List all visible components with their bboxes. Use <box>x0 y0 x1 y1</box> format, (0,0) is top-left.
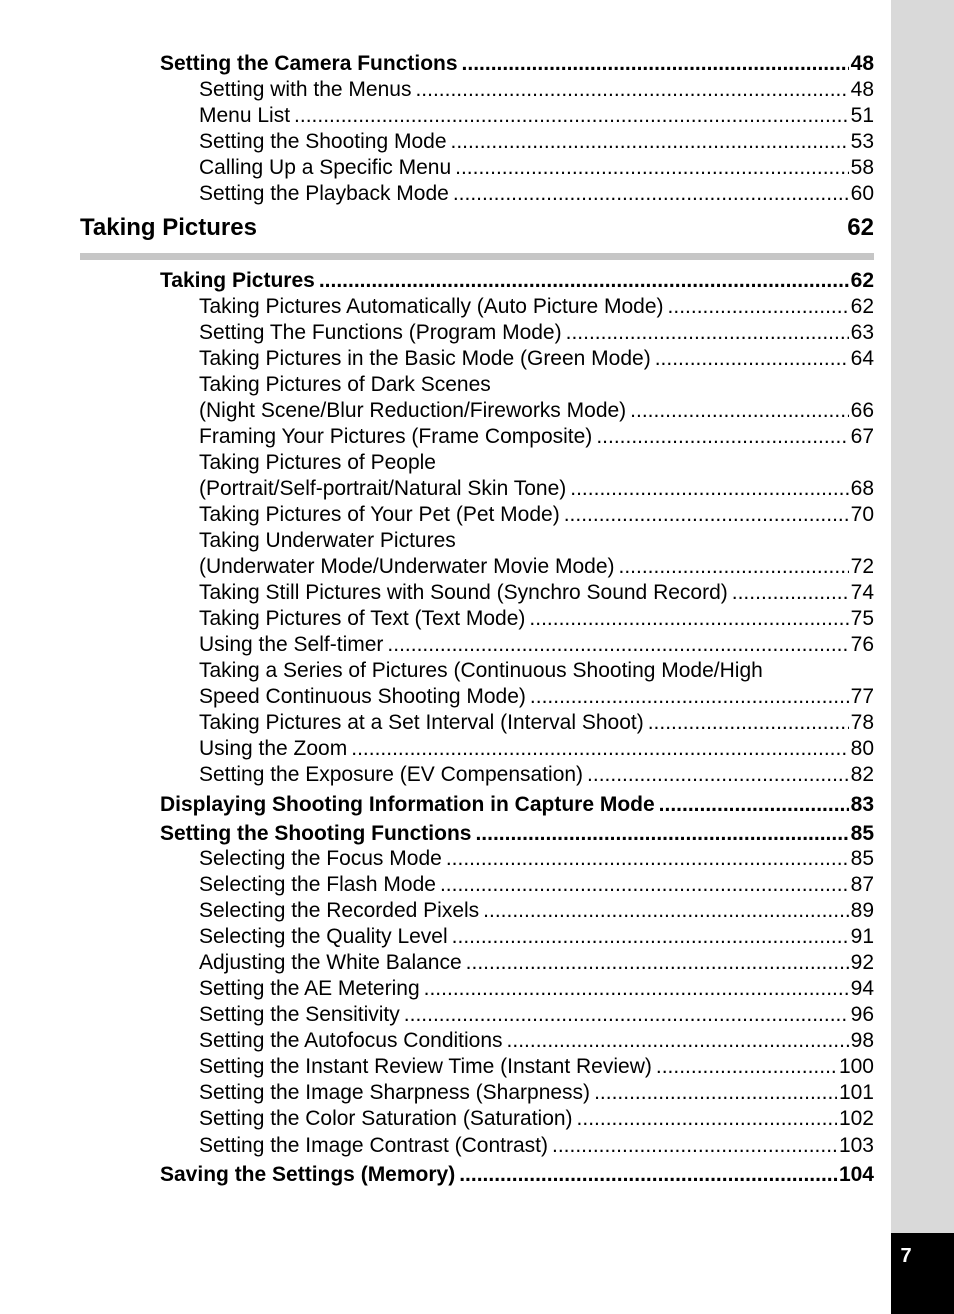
section-title: Taking Pictures <box>80 214 257 241</box>
toc-entry[interactable]: Selecting the Flash Mode ..... 87 <box>199 873 874 897</box>
toc-entry[interactable]: Setting the Instant Review Time (Instant Review) ..... 100 <box>199 1055 874 1079</box>
toc-entry[interactable]: (Night Scene/Blur Reduction/Fireworks Mode) ..... 66 <box>199 399 874 423</box>
toc-entry[interactable]: Setting the Image Contrast (Contrast) ..... 103 <box>199 1134 874 1158</box>
toc-entry[interactable]: Setting the Shooting Mode ..... 53 <box>199 130 874 154</box>
toc-entry[interactable]: Using the Self-timer ..... 76 <box>199 633 874 657</box>
toc-entry[interactable]: Taking Pictures Automatically (Auto Picture Mode) ..... 62 <box>199 295 874 319</box>
toc-entry[interactable]: Setting the AE Metering ..... 94 <box>199 977 874 1001</box>
toc-entry[interactable]: Setting the Exposure (EV Compensation) ..... 82 <box>199 763 874 787</box>
page-number: 7 <box>900 1245 912 1267</box>
side-margin-strip <box>891 0 954 1314</box>
toc-entry-displaying-info[interactable]: Displaying Shooting Information in Capture Mode ..... 83 <box>160 793 874 817</box>
toc-entry[interactable]: Setting the Sensitivity ..... 96 <box>199 1003 874 1027</box>
toc-entry[interactable]: Speed Continuous Shooting Mode) ..... 77 <box>199 685 874 709</box>
toc-entry[interactable]: Selecting the Recorded Pixels ..... 89 <box>199 899 874 923</box>
toc-entry-first-line: Taking a Series of Pictures (Continuous Shooting Mode/High <box>199 659 763 682</box>
section-page: 62 <box>847 214 874 241</box>
toc-entry-shooting-functions[interactable]: Setting the Shooting Functions ..... 85 <box>160 822 874 846</box>
toc-entry-memory[interactable]: Saving the Settings (Memory) ..... 104 <box>160 1163 874 1187</box>
toc-entry[interactable]: Framing Your Pictures (Frame Composite) ..... 67 <box>199 425 874 449</box>
toc-entry-camera-functions[interactable]: Setting the Camera Functions ..... 48 <box>160 52 874 76</box>
toc-entry[interactable]: Setting the Color Saturation (Saturation) ..... 102 <box>199 1107 874 1131</box>
toc-entry[interactable]: Taking Pictures in the Basic Mode (Green Mode) ..... 64 <box>199 347 874 371</box>
toc-entry-first-line: Taking Pictures of Dark Scenes <box>199 373 491 396</box>
toc-entry[interactable]: (Portrait/Self-portrait/Natural Skin Tone) ..... 68 <box>199 477 874 501</box>
toc-entry[interactable]: Setting the Playback Mode ..... 60 <box>199 182 874 206</box>
section-divider <box>80 253 874 260</box>
toc-entry-first-line: Taking Pictures of People <box>199 451 436 474</box>
toc-entry[interactable]: Setting the Autofocus Conditions ..... 98 <box>199 1029 874 1053</box>
toc-entry[interactable]: Selecting the Focus Mode ..... 85 <box>199 847 874 871</box>
toc-entry[interactable]: Selecting the Quality Level ..... 91 <box>199 925 874 949</box>
toc-entry[interactable]: Setting with the Menus ..... 48 <box>199 78 874 102</box>
toc-entry[interactable]: Setting the Image Sharpness (Sharpness) ..... 101 <box>199 1081 874 1105</box>
toc-entry-taking-pictures[interactable]: Taking Pictures ..... 62 <box>160 269 874 293</box>
toc-entry[interactable]: Calling Up a Specific Menu ..... 58 <box>199 156 874 180</box>
toc-entry[interactable]: Taking Pictures of Your Pet (Pet Mode) ..... 70 <box>199 503 874 527</box>
toc-entry[interactable]: Adjusting the White Balance ..... 92 <box>199 951 874 975</box>
toc-entry[interactable]: Using the Zoom ..... 80 <box>199 737 874 761</box>
toc-entry[interactable]: Taking Pictures of Text (Text Mode) ..... 75 <box>199 607 874 631</box>
toc-entry-first-line: Taking Underwater Pictures <box>199 529 456 552</box>
toc-entry[interactable]: (Underwater Mode/Underwater Movie Mode) ..... 72 <box>199 555 874 579</box>
section-heading <box>80 214 874 242</box>
toc-entry[interactable]: Menu List ..... 51 <box>199 104 874 128</box>
toc-entry[interactable]: Taking Still Pictures with Sound (Synchro Sound Record) ..... 74 <box>199 581 874 605</box>
toc-entry[interactable]: Setting The Functions (Program Mode) ..... 63 <box>199 321 874 345</box>
toc-entry[interactable]: Taking Pictures at a Set Interval (Interval Shoot) ..... 78 <box>199 711 874 735</box>
